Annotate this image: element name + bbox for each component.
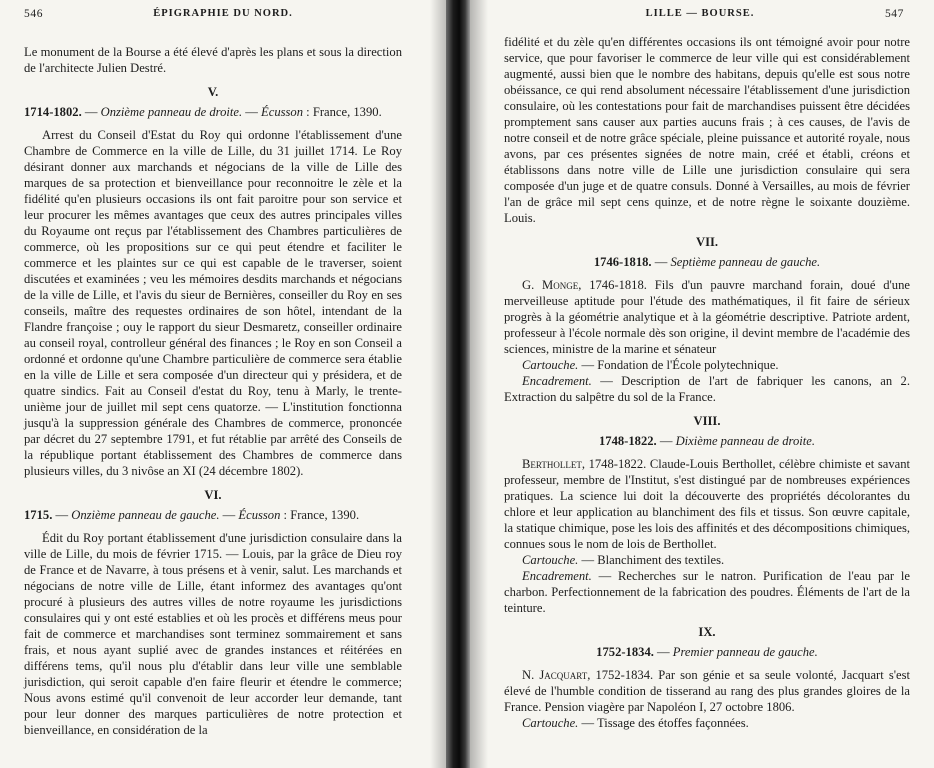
- section-ix-name: N. Jacquart: [522, 668, 588, 682]
- section-ix-body-para: [504, 667, 910, 715]
- section-viii-body-para: [504, 456, 910, 552]
- left-text-block: [24, 44, 402, 738]
- book-gutter: [446, 0, 470, 768]
- right-gutter-shadow: [470, 0, 488, 768]
- section-viii-years: 1748-1822.: [598, 434, 657, 448]
- left-page: [0, 0, 446, 768]
- section-vi-ecusson-label: Écusson: [238, 508, 281, 522]
- right-running-head: [496, 8, 904, 26]
- section-vi-panel: Onzième panneau de gauche.: [71, 508, 220, 522]
- section-vii-body: , 1746-1818. Fils d'un pauvre marchand forain, doué d'une merveilleuse aptitude pour l'étude des mathématiques, il fit faire de sérieux progrès à la géométrie analytique et à la géométrie descriptive. Patriote ardent, professeur à l'école normale dès son origine, il devint membre de l'académie des sciences, ministre de la marine et sénateur: [504, 278, 910, 356]
- section-vi-heading: [24, 507, 402, 523]
- section-v-years: 1714-1802.: [24, 105, 82, 119]
- section-vii-heading: 1746-1818. — Septième panneau de gauche.: [593, 255, 821, 269]
- left-running-head: [24, 8, 422, 26]
- section-vii-encadrement-text: — Description de l'art de fabriquer les canons, an 2. Extraction du salpêtre du sol de la France.: [504, 374, 910, 404]
- section-vi-sep: —: [52, 508, 72, 522]
- section-vi-body: Édit du Roy portant établissement d'une jurisdiction consulaire dans la ville de Lille, du mois de février 1715. — Louis, par la grâce de Dieu roy de France et de Navarre, à tous présens et à venir, salut. Les marchands et négocians de notre ville de Lille, étant informez des avantages qu'ont procuré à plusieurs des autres villes de notre royaume les jurisdictions consulaires qui y ont esté establies et où les procès et différens meus pour fait de commerce et marchandises sont terminez sommairement et sans frais, et nous ayant suplié avec de grandes instances et réitérées en différens tems, qu'il nous plu d'établir dans leur ville une semblable jurisdiction, qui seroit capable d'en faire fleurir et étendre le commerce; Nous avons estimé qu'il convenoit de leur accorder leur demande, tant pour leur donner des marques particulières de notre protection et bienveillance, en considération de la: [24, 531, 402, 737]
- section-vii-panel: Septième panneau de gauche.: [670, 255, 821, 269]
- continuation-paragraph: fidélité et du zèle qu'en différentes occasions ils ont témoigné avoir pour notre service, que pour favoriser le commerce de leur ville qui est considérablement augmenté, aussi bien que le nombre des habitans, depuis qu'elle est sous notre obéissance, ce qui rend absolument nécessaire l'établissement d'une jurisdiction consulaire, où les contestations pour fait de marchandises puissent être décidées promptement sans causer aux parties aucuns frais ; à ces causes, de l'avis de notre conseil et de notre grâce spéciale, pleine puissance et autorité royale, nous avons, par ces présentes signées de notre main, créé et établi, créons et établissons dans notre ville de Lille une jurisdiction consulaire qui sera composée d'un juge et de quatre consuls. Donné à Versailles, au mois de février l'an de grâce mil sept cens quinze, et de notre règne le soixante douzième. Louis.: [504, 35, 910, 225]
- section-numeral-vii: VII.: [695, 235, 719, 249]
- section-ix-body: , 1752-1834. Par son génie et sa seule volonté, Jacquart s'est élevé de l'humble condition de tisserand au rang des plus grandes gloires de la France. Pension viagère par Napoléon I, 27 octobre 1806.: [504, 668, 910, 714]
- section-ix-cartouche: [504, 715, 910, 731]
- section-vii-name: G. Monge: [522, 278, 579, 292]
- left-gutter-shadow: [430, 0, 446, 768]
- section-vii-cartouche-label: Cartouche.: [522, 358, 579, 372]
- section-viii-cartouche-text: — Blanchiment des textiles.: [578, 553, 725, 567]
- section-v-panel: Onzième panneau de droite.: [100, 105, 243, 119]
- right-running-title: LILLE — BOURSE.: [645, 8, 755, 19]
- section-viii-cartouche: [504, 552, 910, 568]
- section-numeral-v: V.: [207, 85, 219, 99]
- section-viii-name: Berthollet: [522, 457, 582, 471]
- section-ix-heading: 1752-1834. — Premier panneau de gauche.: [596, 645, 818, 659]
- section-vi-sep2: —: [219, 508, 239, 522]
- section-viii-body: , 1748-1822. Claude-Louis Berthollet, célèbre chimiste et savant professeur, membre de l'Institut, s'est distingué par de nombreuses expériences pratiques. La science lui doit la découverte des propriétés décolorantes du chlore et leur application au blanchiment des fils et tissus. Son œuvre capitale, la statique chimique, pose les lois des affinités et des décompositions chimiques, connues sous le nom de lois de Berthollet.: [504, 457, 910, 551]
- section-v-heading: [24, 104, 402, 120]
- section-vi-years: 1715.: [24, 508, 53, 522]
- section-ix-cartouche-label: Cartouche.: [522, 716, 579, 730]
- section-numeral-ix: IX.: [698, 625, 716, 639]
- section-ix-years: 1752-1834.: [596, 645, 654, 659]
- section-v-sep: —: [81, 105, 101, 119]
- section-ix-panel: Premier panneau de gauche.: [672, 645, 818, 659]
- section-vii-encadrement: [504, 373, 910, 405]
- right-text-block: [504, 34, 910, 731]
- right-page: [470, 0, 934, 768]
- section-ix-cartouche-text: — Tissage des étoffes façonnées.: [578, 716, 749, 730]
- section-viii-encadrement: [504, 568, 910, 616]
- section-viii-cartouche-label: Cartouche.: [522, 553, 579, 567]
- section-vii-cartouche: [504, 357, 910, 373]
- section-vi-ecusson: : France, 1390.: [280, 508, 360, 522]
- section-vii-encadrement-label: Encadrement.: [522, 374, 592, 388]
- intro-paragraph: Le monument de la Bourse a été élevé d'après les plans et sous la direction de l'architecte Julien Destré.: [24, 45, 402, 75]
- section-v-ecusson: : France, 1390.: [303, 105, 382, 119]
- section-v-body: Arrest du Conseil d'Estat du Roy qui ordonne l'établissement d'une Chambre de Commerce en la ville de Lille, du 31 juillet 1714. Le Roy désirant donner aux marchands et négocians de la ville de Lille des marques de sa protection et bienveillance pour reconnoitre le zèle et la fidélité qu'en plusieurs occasions ils ont fait paroitre pour son service et leur procurer les mêmes avantages que ceux des autres principales villes du Royaume ont reçus par l'établissement des Chambres particulières de commerce, où les propositions sur ce qui peut étendre et faciliter le commerce et les plaintes sur ce qui est capable de le traverser, soient discutées et examinées ; veu les mémoires desdits marchands et négocians de la ville de Lille, et l'avis du sieur de Bernières, conseiller du Roy en ses conseils, maître des requestes ordinaires de son hôtel, intendant de la Flandre françoise ; ouy le rapport du sieur Desmaretz, conseiller ordinaire au conseil royal, controlleur général des finances ; le Roy en son Conseil a ordonné et ordonne qu'une Chambre particulière de commerce sera établie en la ville de Lille et sera composée d'un directeur qui y présidera, et de quatre sindics. Fait au Conseil d'estat du Roy, tenu à Marly, le trente-unième jour de juillet mil sept cens quatorze. — L'institution fonctionna jusqu'à la suppression générale des Chambres de commerce, prononcée par décret du 27 septembre 1791, et fut rétablie par arrêté des Conseils de la république portant établissement des Chambres de commerce dans plusieurs villes, du 3 nivôse an XI (24 décembre 1802).: [24, 128, 402, 478]
- section-viii-encadrement-text: — Recherches sur le natron. Purification de l'eau par le charbon. Perfectionnement de la fabrication des poudres. Éléments de l'art de la teinture.: [504, 569, 910, 615]
- section-v-sep2: —: [242, 105, 262, 119]
- right-page-number: 547: [884, 8, 904, 20]
- left-page-number: 546: [24, 8, 44, 20]
- section-numeral-vi: VI.: [204, 488, 222, 502]
- left-running-title: ÉPIGRAPHIE DU NORD.: [153, 8, 293, 19]
- section-vii-body-para: [504, 277, 910, 357]
- section-viii-heading: 1748-1822. — Dixième panneau de droite.: [598, 434, 816, 448]
- section-numeral-viii: VIII.: [693, 414, 721, 428]
- section-v-ecusson-label: Écusson: [261, 105, 304, 119]
- section-vii-years: 1746-1818.: [593, 255, 652, 269]
- section-vii-cartouche-text: — Fondation de l'École polytechnique.: [578, 358, 779, 372]
- section-viii-encadrement-label: Encadrement.: [522, 569, 592, 583]
- section-viii-panel: Dixième panneau de droite.: [675, 434, 816, 448]
